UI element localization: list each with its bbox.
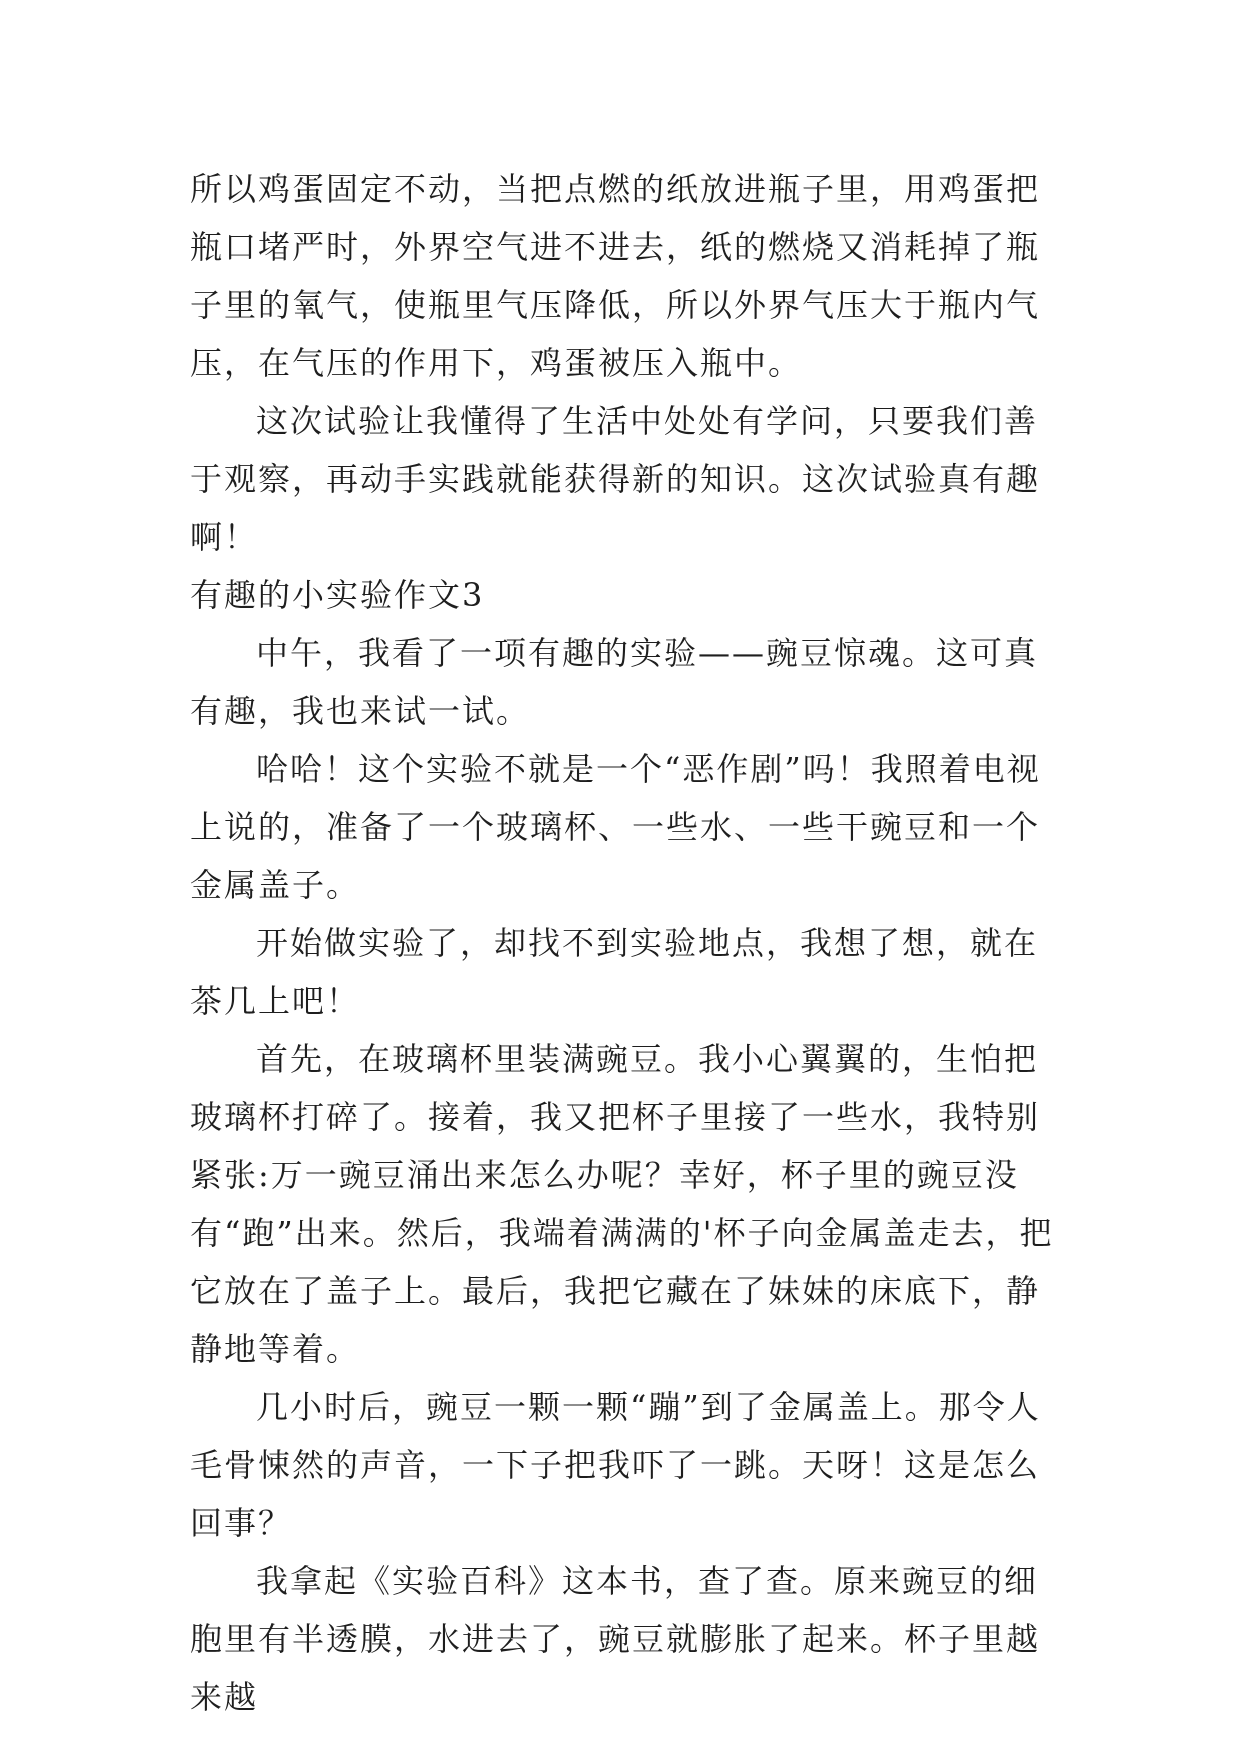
paragraph-procedure: 首先，在玻璃杯里装满豌豆。我小心翼翼的，生怕把玻璃杯打碎了。接着，我又把杯子里接了一些水，我特别紧张:万一豌豆涌出来怎么办呢？幸好，杯子里的豌豆没有“跑”出来。然后，我端着满满的'杯子向金属盖走去，把它放在了盖子上。最后，我把它藏在了妹妹的床底下，静静地等着。	[190, 1040, 1054, 1368]
paragraph-preparation: 哈哈！这个实验不就是一个“恶作剧”吗！我照着电视上说的，准备了一个玻璃杯、一些水、一些干豌豆和一个金属盖子。	[190, 750, 1041, 904]
paragraph-intro: 中午，我看了一项有趣的实验——豌豆惊魂。这可真有趣，我也来试一试。	[190, 634, 1039, 730]
paragraph-explanation: 我拿起《实验百科》这本书，查了查。原来豌豆的细胞里有半透膜，水进去了，豌豆就膨胀了起来。杯子里越来越	[190, 1562, 1041, 1716]
essay-title: 有趣的小实验作文3	[190, 576, 485, 614]
paragraph-result: 几小时后，豌豆一颗一颗“蹦”到了金属盖上。那令人毛骨悚然的声音，一下子把我吓了一跳。天呀！这是怎么回事？	[190, 1388, 1041, 1542]
paragraph-continuation: 所以鸡蛋固定不动，当把点燃的纸放进瓶子里，用鸡蛋把瓶口堵严时，外界空气进不进去，纸的燃烧又消耗掉了瓶子里的氧气，使瓶里气压降低，所以外界气压大于瓶内气压，在气压的作用下，鸡蛋被压入瓶中。	[190, 170, 1041, 382]
paragraph-location: 开始做实验了，却找不到实验地点，我想了想，就在茶几上吧！	[190, 924, 1039, 1020]
paragraph-conclusion: 这次试验让我懂得了生活中处处有学问，只要我们善于观察，再动手实践就能获得新的知识。这次试验真有趣啊！	[190, 402, 1041, 556]
document-body	[190, 160, 1060, 1726]
